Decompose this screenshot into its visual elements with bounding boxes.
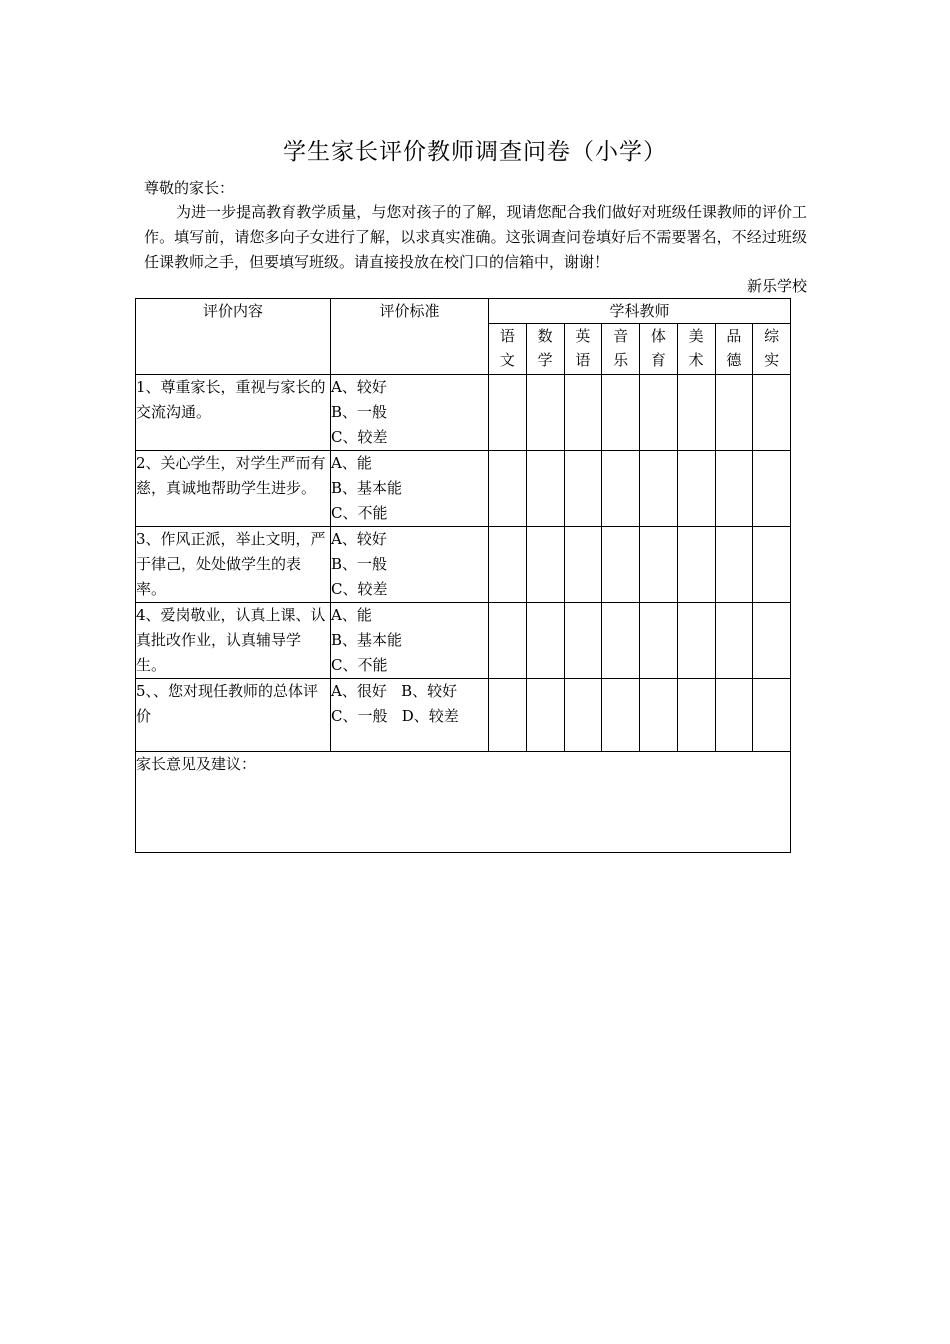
rating-cell[interactable] — [564, 375, 602, 451]
item-criteria: A、很好 B、较好 C、一般 D、较差 — [331, 679, 489, 752]
subject-header — [677, 324, 715, 375]
subject-char: 乐 — [613, 351, 629, 369]
header-teachers: 学科教师 — [489, 299, 791, 324]
greeting: 尊敬的家长： — [144, 179, 235, 197]
rating-cell[interactable] — [526, 527, 564, 603]
rating-cell[interactable] — [715, 527, 753, 603]
table-row — [136, 527, 791, 603]
subject-char: 体 — [650, 327, 666, 345]
rating-cell[interactable] — [564, 451, 602, 527]
rating-cell[interactable] — [715, 375, 753, 451]
school-signature: 新乐学校 — [746, 277, 807, 295]
rating-cell[interactable] — [640, 527, 678, 603]
parent-opinion-field[interactable]: 家长意见及建议： — [136, 752, 791, 853]
subject-header — [489, 324, 527, 375]
subject-header — [715, 324, 753, 375]
subject-char: 学 — [537, 351, 553, 369]
rating-cell[interactable] — [489, 451, 527, 527]
subject-header — [640, 324, 678, 375]
rating-cell[interactable] — [564, 527, 602, 603]
table-row — [136, 679, 791, 752]
subject-char: 数 — [537, 327, 553, 345]
table-row — [136, 603, 791, 679]
rating-cell[interactable] — [602, 603, 640, 679]
subject-char: 德 — [726, 351, 742, 369]
rating-cell[interactable] — [602, 375, 640, 451]
rating-cell[interactable] — [602, 679, 640, 752]
rating-cell[interactable] — [526, 451, 564, 527]
item-content: 4、爱岗敬业，认真上课、认真批改作业，认真辅导学生。 — [136, 603, 331, 679]
item-criteria: A、能 B、基本能 C、不能 — [331, 603, 489, 679]
subject-char: 音 — [613, 327, 629, 345]
header-content: 评价内容 — [136, 299, 331, 375]
rating-cell[interactable] — [640, 375, 678, 451]
rating-cell[interactable] — [489, 679, 527, 752]
rating-cell[interactable] — [526, 603, 564, 679]
rating-cell[interactable] — [564, 603, 602, 679]
rating-cell[interactable] — [489, 603, 527, 679]
page-title: 学生家长评价教师调查问卷（小学） — [283, 139, 667, 165]
rating-cell[interactable] — [677, 603, 715, 679]
subject-char: 实 — [764, 351, 780, 369]
rating-cell[interactable] — [489, 527, 527, 603]
rating-cell[interactable] — [640, 603, 678, 679]
table-row — [136, 451, 791, 527]
subject-char: 文 — [499, 351, 515, 369]
rating-cell[interactable] — [753, 679, 791, 752]
subject-char: 语 — [575, 351, 591, 369]
item-criteria: A、较好 B、一般 C、较差 — [331, 527, 489, 603]
rating-cell[interactable] — [489, 375, 527, 451]
subject-header — [564, 324, 602, 375]
item-criteria: A、较好 B、一般 C、较差 — [331, 375, 489, 451]
item-content: 2、关心学生，对学生严而有慈，真诚地帮助学生进步。 — [136, 451, 331, 527]
evaluation-table — [135, 298, 791, 853]
item-content: 3、作风正派，举止文明，严于律己，处处做学生的表率。 — [136, 527, 331, 603]
subject-char: 育 — [650, 351, 666, 369]
header-criteria: 评价标准 — [331, 299, 489, 375]
rating-cell[interactable] — [677, 679, 715, 752]
rating-cell[interactable] — [640, 451, 678, 527]
subject-header — [526, 324, 564, 375]
opinion-row — [136, 752, 791, 853]
subject-char: 综 — [764, 327, 780, 345]
rating-cell[interactable] — [677, 451, 715, 527]
rating-cell[interactable] — [753, 375, 791, 451]
item-content: 1、尊重家长，重视与家长的交流沟通。 — [136, 375, 331, 451]
subject-header — [602, 324, 640, 375]
rating-cell[interactable] — [526, 679, 564, 752]
intro-paragraph: 为进一步提高教育教学质量，与您对孩子的了解，现请您配合我们做好对班级任课教师的评价工作。填写前，请您多向子女进行了解，以求真实准确。这张调查问卷填好后不需要署名，不经过班级任课教师之手，但要填写班级。请直接投放在校门口的信箱中，谢谢！ — [144, 203, 807, 271]
rating-cell[interactable] — [753, 603, 791, 679]
subject-char: 术 — [688, 351, 704, 369]
rating-cell[interactable] — [715, 451, 753, 527]
subject-char: 品 — [726, 327, 742, 345]
rating-cell[interactable] — [526, 375, 564, 451]
rating-cell[interactable] — [677, 375, 715, 451]
rating-cell[interactable] — [715, 603, 753, 679]
rating-cell[interactable] — [753, 527, 791, 603]
rating-cell[interactable] — [677, 527, 715, 603]
rating-cell[interactable] — [602, 527, 640, 603]
subject-char: 语 — [499, 327, 515, 345]
subject-char: 美 — [688, 327, 704, 345]
rating-cell[interactable] — [753, 451, 791, 527]
item-content: 5、、您对现任教师的总体评价 — [136, 679, 331, 752]
subject-header — [753, 324, 791, 375]
rating-cell[interactable] — [564, 679, 602, 752]
rating-cell[interactable] — [640, 679, 678, 752]
rating-cell[interactable] — [602, 451, 640, 527]
table-row — [136, 375, 791, 451]
rating-cell[interactable] — [715, 679, 753, 752]
subject-char: 英 — [575, 327, 591, 345]
item-criteria: A、能 B、基本能 C、不能 — [331, 451, 489, 527]
